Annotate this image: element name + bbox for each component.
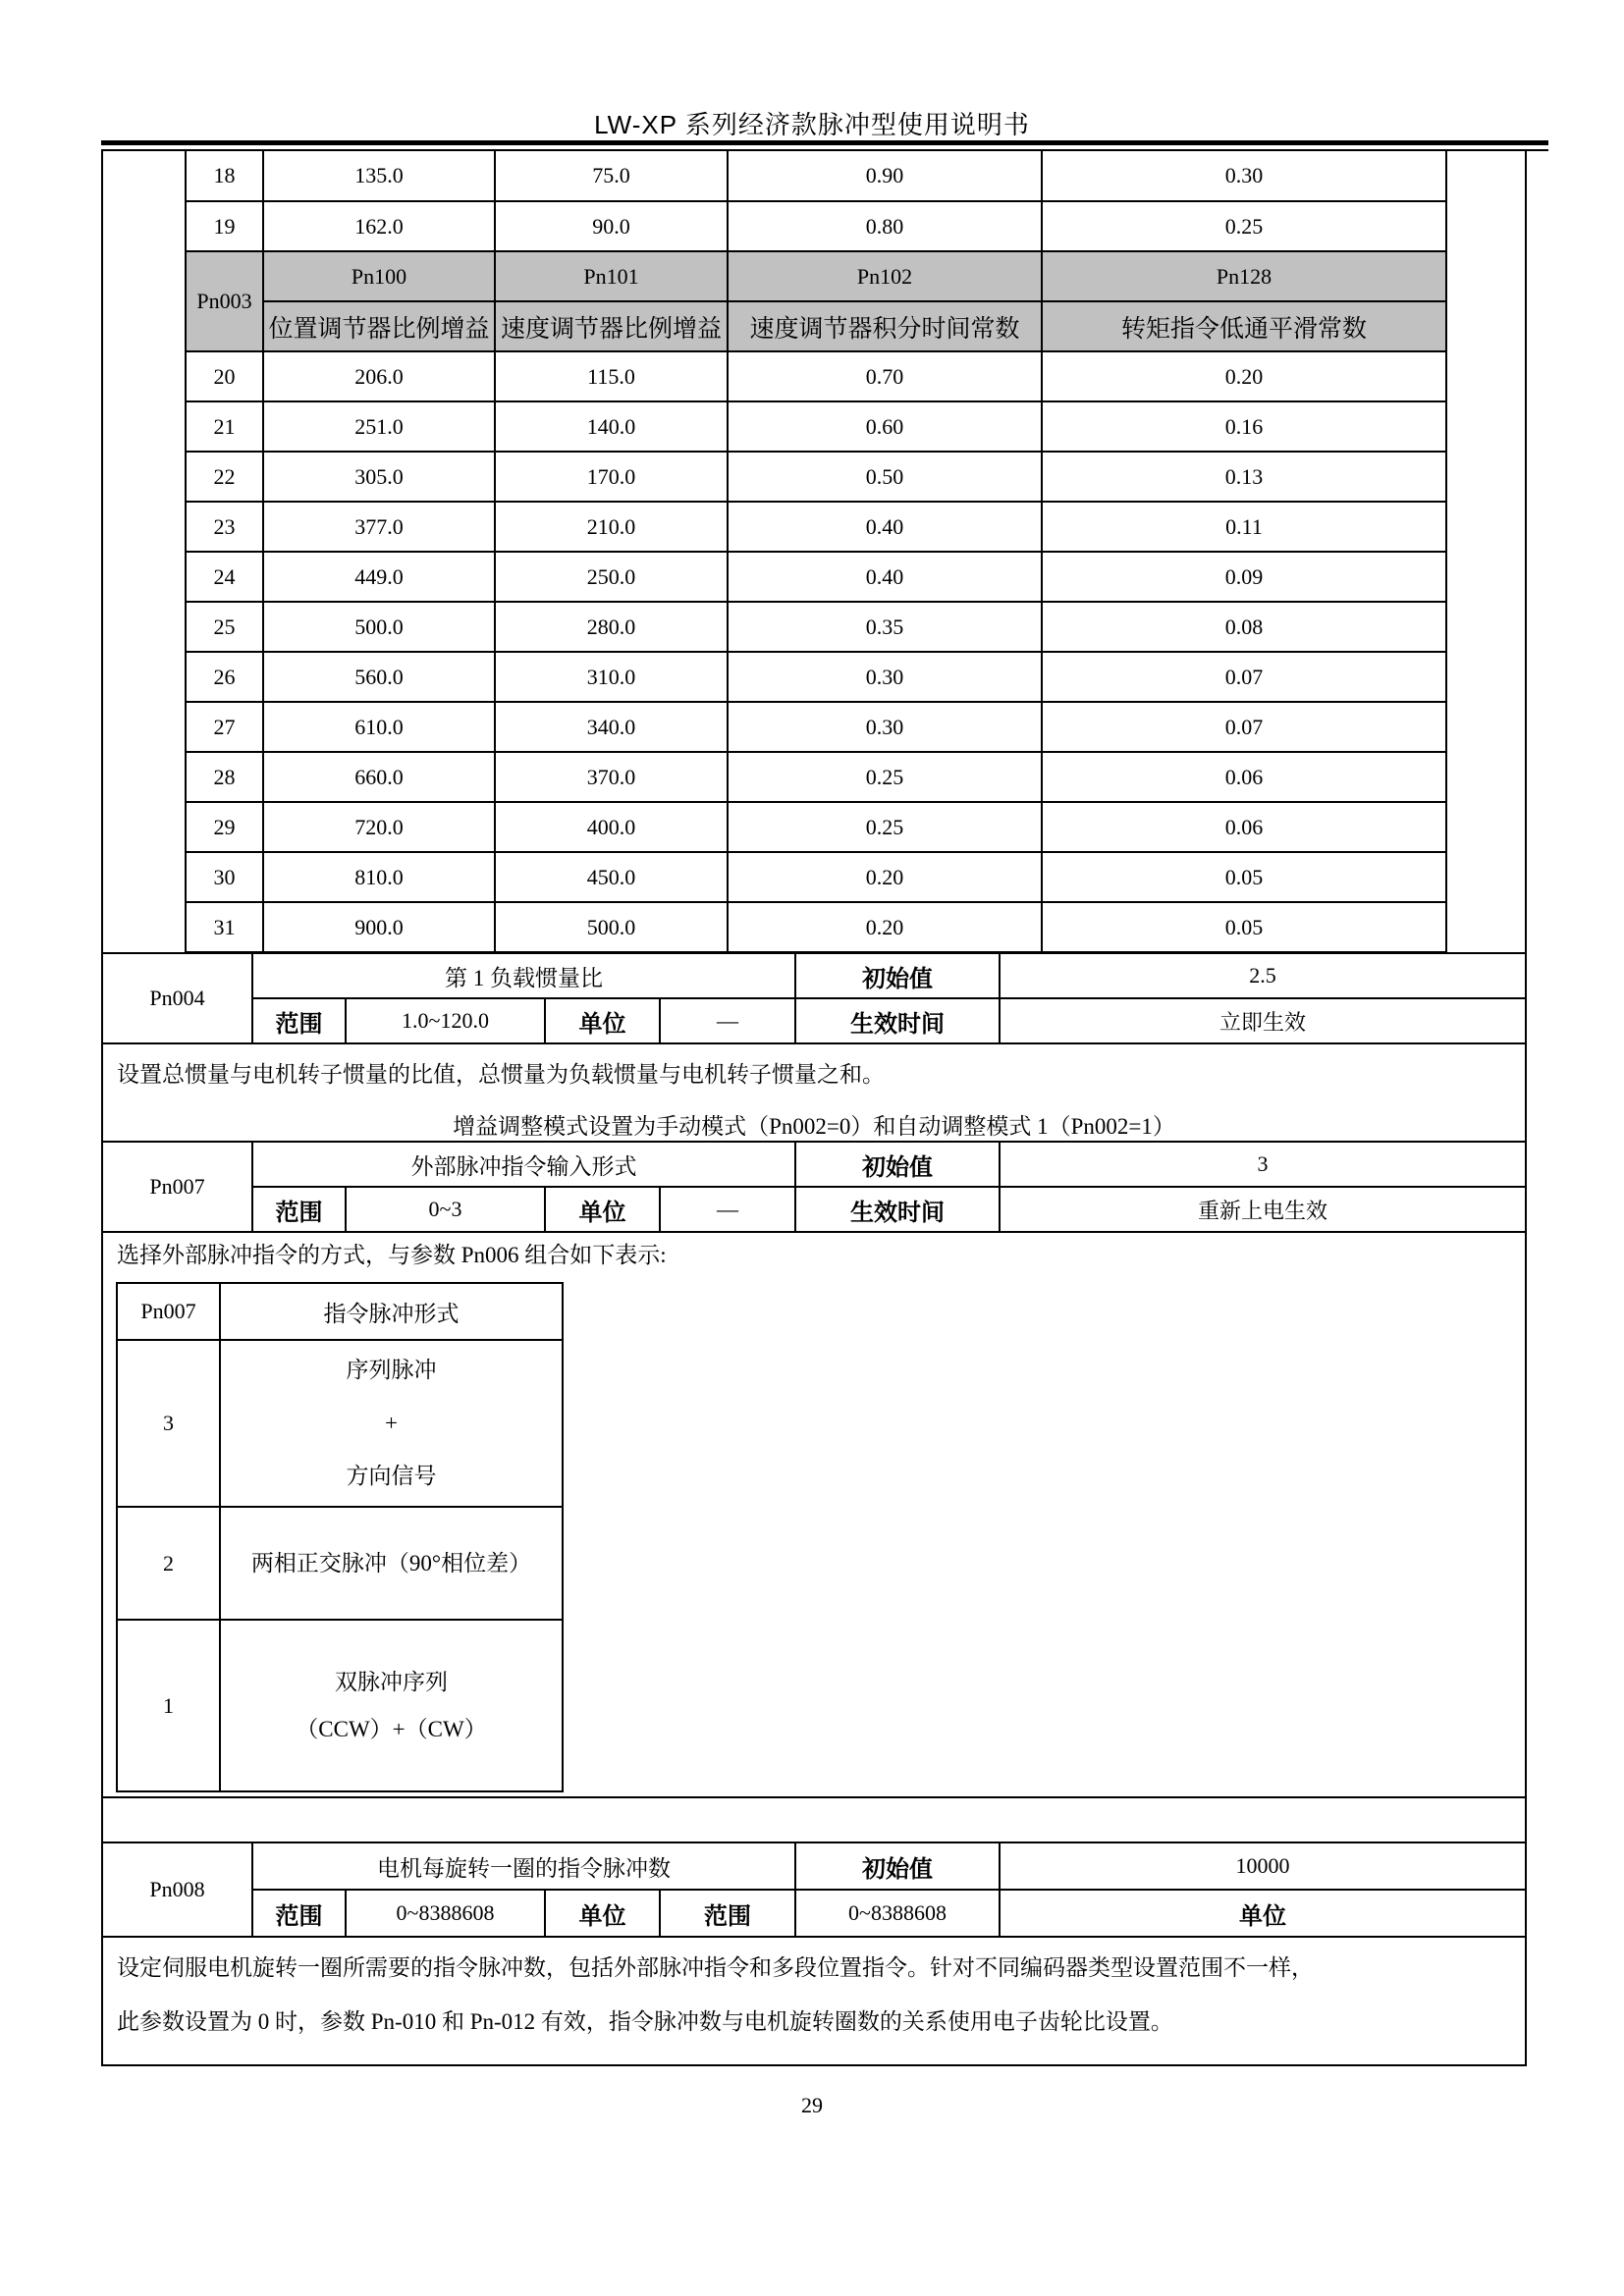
table-header-row [186,301,1446,351]
value-cell: 280.0 [495,602,728,652]
column-header: 位置调节器比例增益 [263,301,495,351]
pn008-table [103,1842,1525,1938]
row-index-cell: 26 [186,652,263,702]
value-cell: 0.30 [728,652,1042,702]
parameter-name-cell: 电机每旋转一圈的指令脉冲数 [252,1842,795,1890]
range-value-cell: 0~8388608 [346,1890,545,1937]
range-value-cell: 1.0~120.0 [346,998,545,1043]
column-header: Pn007 [117,1283,220,1340]
value-cell: 90.0 [495,201,728,251]
table-row [103,998,1525,1043]
value-cell: 0.08 [1042,602,1446,652]
table-row [186,702,1446,752]
value-cell: 0.30 [728,702,1042,752]
parameter-id-cell: Pn007 [103,1142,252,1232]
unit-label: 单位 [545,1187,660,1232]
table-row [103,1890,1525,1937]
parameter-id-cell: Pn008 [103,1842,252,1937]
value-cell: 560.0 [263,652,495,702]
effect-time-label: 生效时间 [795,1187,1000,1232]
table-row [186,902,1446,952]
value-cell: 305.0 [263,452,495,502]
value-cell: 340.0 [495,702,728,752]
pulse-mode-description [220,1507,563,1620]
value-cell: 0.60 [728,401,1042,452]
table-row [186,151,1446,201]
pulse-mode-description [220,1620,563,1791]
row-index-cell: 23 [186,502,263,552]
effect-time-label: 生效时间 [795,998,1000,1043]
column-header: Pn102 [728,251,1042,301]
parameter-id-cell: Pn004 [103,953,252,1043]
value-cell: 0.30 [1042,151,1446,201]
value-cell: 0.90 [728,151,1042,201]
pulse-mode-value: 3 [117,1340,220,1507]
table-row [186,452,1446,502]
table-row [186,502,1446,552]
value-cell: 210.0 [495,502,728,552]
pn004-table [103,952,1525,1044]
value-cell: 660.0 [263,752,495,802]
table-row [186,201,1446,251]
description-line: 设置总惯量与电机转子惯量的比值，总惯量为负载惯量与电机转子惯量之和。 [117,1062,885,1087]
value-cell: 0.25 [728,802,1042,852]
value-cell: 140.0 [495,401,728,452]
value-cell: 500.0 [495,902,728,952]
value-cell: 170.0 [495,452,728,502]
value-cell: 0.13 [1042,452,1446,502]
section-divider [103,1796,1525,1798]
initial-value-cell: 2.5 [1000,953,1525,998]
value-cell: 0.11 [1042,502,1446,552]
table-row [117,1620,563,1791]
table-row [103,1187,1525,1232]
initial-value-cell: 3 [1000,1142,1525,1187]
value-cell: 0.35 [728,602,1042,652]
table-header-row [186,251,1446,301]
row-index-cell: 19 [186,201,263,251]
column-header: 速度调节器积分时间常数 [728,301,1042,351]
page-title: LW-XP 系列经济款脉冲型使用说明书 [594,110,1030,139]
value-cell: 0.07 [1042,702,1446,752]
pulse-mode-lines: 两相正交脉冲（90°相位差） [250,1550,532,1575]
column-header: 指令脉冲形式 [220,1283,563,1340]
parameter-id-cell: Pn003 [186,251,263,351]
unit-value-cell: — [660,998,795,1043]
value-cell: 0.25 [728,752,1042,802]
value-cell: 720.0 [263,802,495,852]
table-row [186,852,1446,902]
value-cell: 0.25 [1042,201,1446,251]
value-cell: 450.0 [495,852,728,902]
column-header: 转矩指令低通平滑常数 [1042,301,1446,351]
pulse-mode-lines: 序列脉冲 + 方向信号 [346,1358,437,1488]
value-cell: 400.0 [495,802,728,852]
column-header: Pn101 [495,251,728,301]
content-frame [101,151,1527,2066]
value-cell: 162.0 [263,201,495,251]
row-index-cell: 27 [186,702,263,752]
range-label: 范围 [660,1890,795,1937]
pulse-mode-value: 1 [117,1620,220,1791]
description-line: 增益调整模式设置为手动模式（Pn002=0）和自动调整模式 1（Pn002=1） [453,1114,1175,1139]
value-cell: 0.70 [728,351,1042,401]
unit-label: 单位 [545,1890,660,1937]
value-cell: 0.40 [728,552,1042,602]
pulse-mode-description [220,1340,563,1507]
parameter-name-cell: 外部脉冲指令输入形式 [252,1142,795,1187]
table-row [186,802,1446,852]
unit-label: 单位 [545,998,660,1043]
table-row [117,1507,563,1620]
value-cell: 810.0 [263,852,495,902]
value-cell: 115.0 [495,351,728,401]
range-label: 范围 [252,1187,346,1232]
row-index-cell: 28 [186,752,263,802]
value-cell: 0.05 [1042,902,1446,952]
initial-value-label: 初始值 [795,1142,1000,1187]
table-row [103,953,1525,998]
description-line: 设定伺服电机旋转一圈所需要的指令脉冲数，包括外部脉冲指令和多段位置指令。针对不同编码器类型设置范围不一样， [117,1955,1314,1980]
pn004-description [103,1042,1525,1141]
pn003-rows-18-19 [186,151,1446,251]
range-value-cell: 0~3 [346,1187,545,1232]
pn008-description [103,1936,1525,2036]
value-cell: 377.0 [263,502,495,552]
value-cell: 900.0 [263,902,495,952]
value-cell: 0.20 [728,852,1042,902]
pn003-parameter-table [185,151,1447,953]
range-label: 范围 [252,998,346,1043]
value-cell: 0.40 [728,502,1042,552]
value-cell: 500.0 [263,602,495,652]
pulse-mode-lines: 双脉冲序列 （CCW）+（CW） [296,1669,487,1741]
row-index-cell: 18 [186,151,263,201]
pn007-description: 选择外部脉冲指令的方式，与参数 Pn006 组合如下表示: [117,1242,667,1267]
pulse-mode-value: 2 [117,1507,220,1620]
parameter-name-cell: 第 1 负载惯量比 [252,953,795,998]
column-header: 速度调节器比例增益 [495,301,728,351]
pn003-header-rows [186,251,1446,351]
unit-value-cell: — [660,1187,795,1232]
value-cell: 449.0 [263,552,495,602]
row-index-cell: 25 [186,602,263,652]
initial-value-cell: 10000 [1000,1842,1525,1890]
value-cell: 206.0 [263,351,495,401]
table-row [103,1142,1525,1187]
value-cell: 135.0 [263,151,495,201]
header-rule [101,140,1548,151]
pn007-table [103,1141,1525,1233]
table-row [186,602,1446,652]
value-cell: 250.0 [495,552,728,602]
value-cell: 0.80 [728,201,1042,251]
effect-time-value-cell: 重新上电生效 [1000,1187,1525,1232]
row-index-cell: 21 [186,401,263,452]
value-cell: 251.0 [263,401,495,452]
table-row [117,1340,563,1507]
range-label: 范围 [252,1890,346,1937]
unit-label: 单位 [1000,1890,1525,1937]
value-cell: 610.0 [263,702,495,752]
table-row [186,652,1446,702]
row-index-cell: 24 [186,552,263,602]
description-line: 此参数设置为 0 时，参数 Pn-010 和 Pn-012 有效，指令脉冲数与电机旋转圈数的关系使用电子齿轮比设置。 [117,2009,1173,2034]
value-cell: 0.06 [1042,802,1446,852]
row-index-cell: 31 [186,902,263,952]
value-cell: 0.20 [1042,351,1446,401]
row-index-cell: 30 [186,852,263,902]
initial-value-label: 初始值 [795,1842,1000,1890]
page-number: 29 [801,2093,823,2117]
table-header-row [117,1283,563,1340]
value-cell: 0.20 [728,902,1042,952]
pulse-form-table [116,1282,564,1792]
table-row [186,752,1446,802]
effect-time-value-cell: 立即生效 [1000,998,1525,1043]
value-cell: 0.05 [1042,852,1446,902]
row-index-cell: 20 [186,351,263,401]
value-cell: 75.0 [495,151,728,201]
value-cell: 0.07 [1042,652,1446,702]
value-cell: 370.0 [495,752,728,802]
column-header: Pn128 [1042,251,1446,301]
table-row [186,552,1446,602]
row-index-cell: 22 [186,452,263,502]
value-cell: 0.50 [728,452,1042,502]
range-value-cell: 0~8388608 [795,1890,1000,1937]
value-cell: 0.09 [1042,552,1446,602]
row-index-cell: 29 [186,802,263,852]
value-cell: 0.06 [1042,752,1446,802]
value-cell: 310.0 [495,652,728,702]
value-cell: 0.16 [1042,401,1446,452]
column-header: Pn100 [263,251,495,301]
table-row [103,1842,1525,1890]
initial-value-label: 初始值 [795,953,1000,998]
table-row [186,351,1446,401]
pn003-rows-20-31 [186,351,1446,952]
table-row [186,401,1446,452]
